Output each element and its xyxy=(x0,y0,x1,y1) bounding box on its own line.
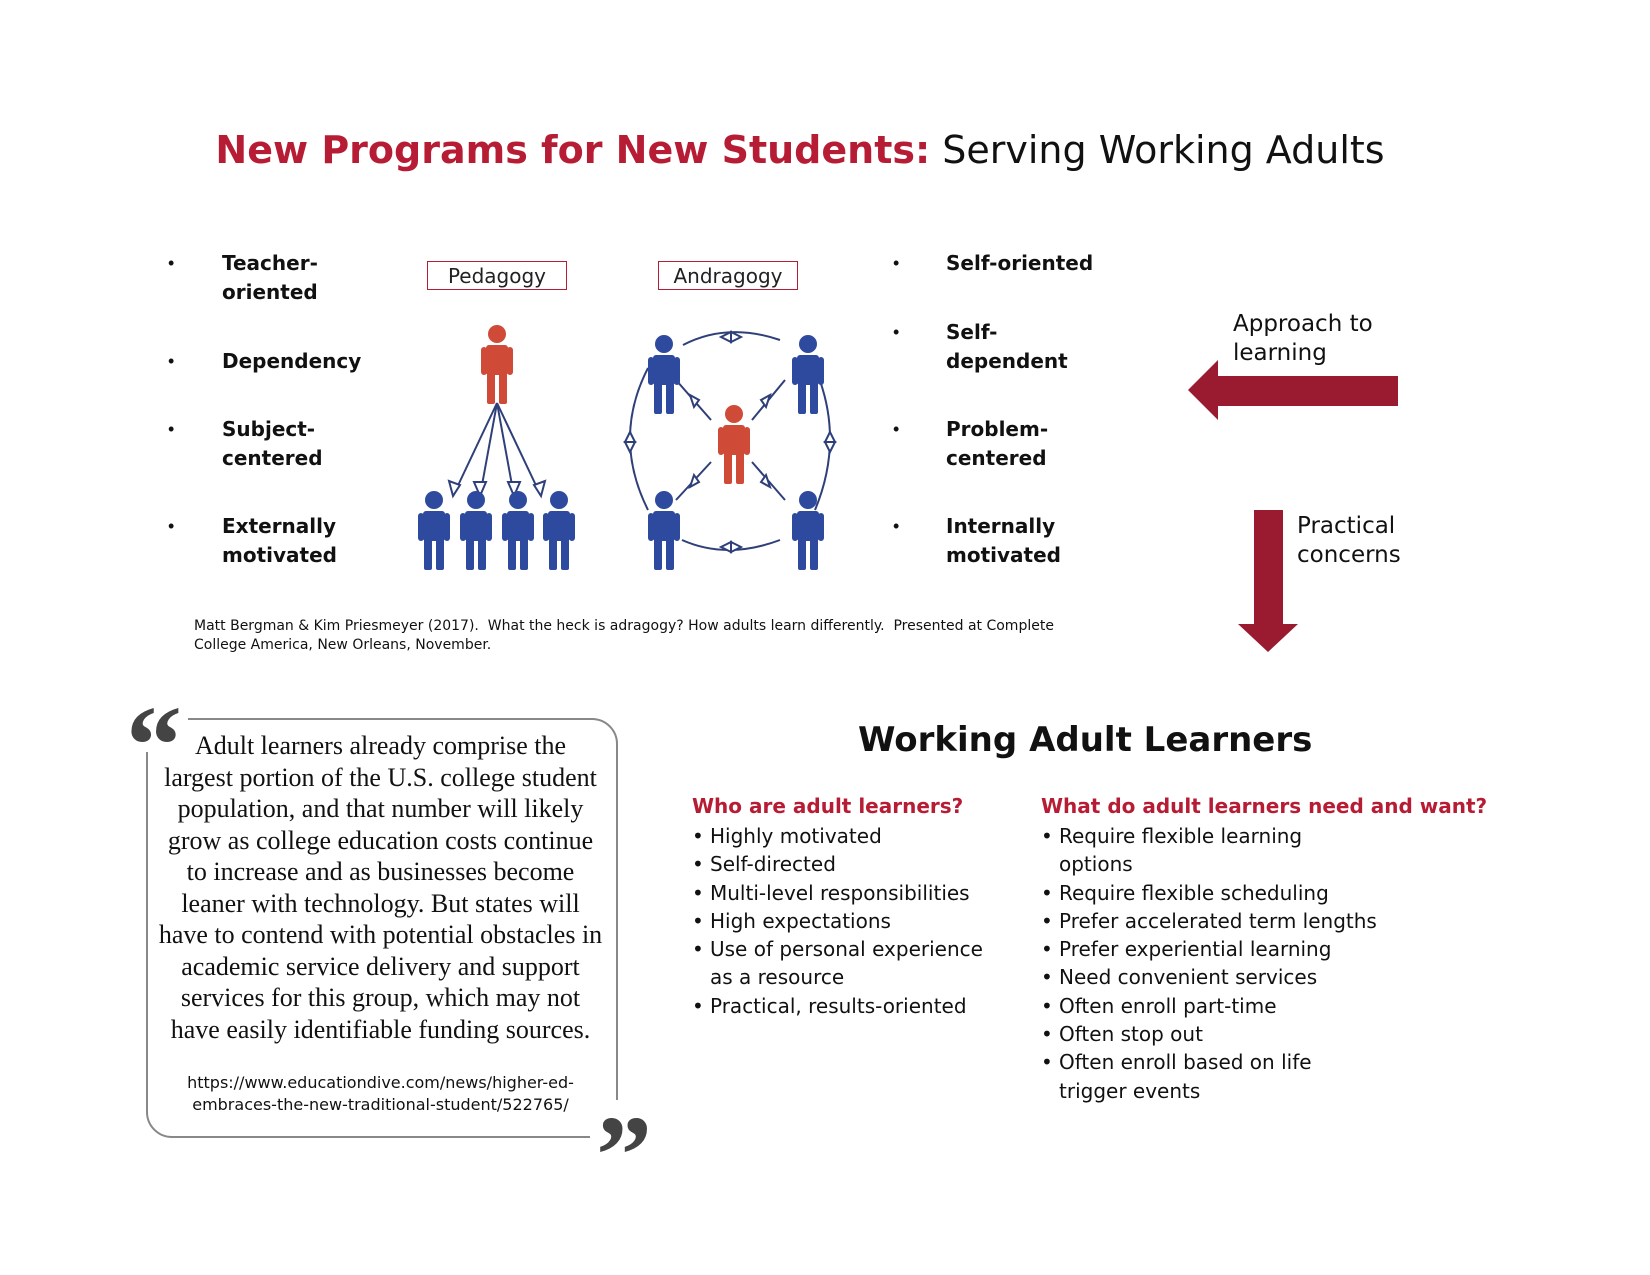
list-item: • Use of personal experience as a resource xyxy=(692,935,1007,992)
pedagogy-trait: Subject- centered xyxy=(222,417,323,470)
bullet: • xyxy=(168,253,175,273)
who-list xyxy=(692,822,1007,1020)
needs-list xyxy=(1041,822,1381,1105)
list-item: • Highly motivated xyxy=(692,822,1007,850)
quote-mark-icon: “ xyxy=(120,690,188,752)
andragogy-label: Andragogy xyxy=(658,261,798,290)
practical-label: Practical concerns xyxy=(1297,513,1401,568)
bullet: • xyxy=(893,253,900,273)
andragogy-trait: Problem- centered xyxy=(946,417,1049,470)
list-item: • Need convenient services xyxy=(1041,963,1381,991)
pedagogy-label: Pedagogy xyxy=(427,261,567,290)
learner-person-icon xyxy=(648,491,680,570)
quote-text: Adult learners already comprise the largest portion of the U.S. college student population, and that number will likely grow as college education costs continue to increase and as businesses become leaner with technology. But states will have to contend with potential obstacles in academic service delivery and support services for this group, which may not have easily identifiable funding sources. xyxy=(158,731,603,1044)
quote-source-url: https://www.educationdive.com/news/higher-ed- embraces-the-new-traditional-student/522765/ xyxy=(187,1073,574,1114)
title-rest: Serving Working Adults xyxy=(942,128,1385,172)
title-highlight: New Programs for New Students: xyxy=(215,128,931,172)
bullet: • xyxy=(168,419,175,439)
list-item: • Multi-level responsibilities xyxy=(692,879,1007,907)
teacher-person-icon xyxy=(481,325,513,404)
arrow-left-icon xyxy=(1188,360,1398,420)
learner-person-icon xyxy=(543,491,575,570)
pedagogy-trait: Externally motivated xyxy=(222,514,337,567)
learner-person-icon xyxy=(648,335,680,414)
who-heading: Who are adult learners? xyxy=(692,794,964,818)
andragogy-trait: Self-oriented xyxy=(946,251,1094,275)
bullet: • xyxy=(893,419,900,439)
learner-person-icon xyxy=(502,491,534,570)
needs-heading: What do adult learners need and want? xyxy=(1041,794,1488,818)
facilitator-person-icon xyxy=(718,405,750,484)
list-item: • Often stop out xyxy=(1041,1020,1381,1048)
list-item: • Practical, results-oriented xyxy=(692,992,1007,1020)
learner-person-icon xyxy=(792,335,824,414)
bullet: • xyxy=(893,516,900,536)
bullet: • xyxy=(168,516,175,536)
pedagogy-trait: Teacher- oriented xyxy=(222,251,318,304)
list-item: • Prefer accelerated term lengths xyxy=(1041,907,1381,935)
list-item: • Often enroll based on life trigger events xyxy=(1041,1048,1381,1105)
list-item: • High expectations xyxy=(692,907,1007,935)
quote-mark-icon: ” xyxy=(590,1100,658,1162)
list-item: • Self-directed xyxy=(692,850,1007,878)
arrow-down-icon xyxy=(1238,510,1298,652)
andragogy-trait: Internally motivated xyxy=(946,514,1061,567)
pedagogy-trait: Dependency xyxy=(222,349,362,373)
citation: Matt Bergman & Kim Priesmeyer (2017). What the heck is adragogy? How adults learn differently. Presented at Complete College America, New Orleans, November. xyxy=(194,618,1054,653)
list-item: • Require flexible scheduling xyxy=(1041,879,1381,907)
list-item: • Prefer experiential learning xyxy=(1041,935,1381,963)
pedagogy-tree xyxy=(449,403,545,496)
list-item: • Require flexible learning options xyxy=(1041,822,1381,879)
learner-person-icon xyxy=(418,491,450,570)
list-item: • Often enroll part-time xyxy=(1041,992,1381,1020)
approach-label: Approach to learning xyxy=(1233,311,1373,366)
learner-person-icon xyxy=(460,491,492,570)
learner-person-icon xyxy=(792,491,824,570)
andragogy-trait: Self- dependent xyxy=(946,320,1068,373)
bullet: • xyxy=(168,351,175,371)
section-title: Working Adult Learners xyxy=(858,720,1313,760)
bullet: • xyxy=(893,322,900,342)
